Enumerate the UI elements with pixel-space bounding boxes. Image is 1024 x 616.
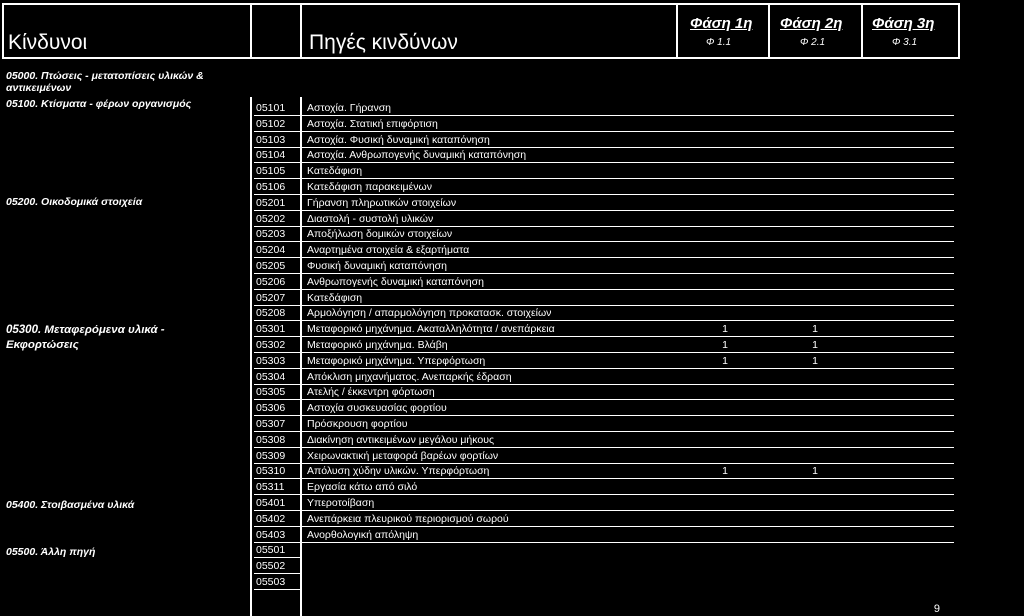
row-code: 05102 [256,117,286,130]
header-bottom-border [2,57,960,59]
row-underline [254,589,300,590]
row-underline [254,431,954,432]
column-title-hazards: Κίνδυνοι [8,31,88,54]
row-underline [254,257,954,258]
row-code: 05402 [256,512,286,525]
row-code: 05302 [256,339,286,351]
row-description: Πρόσκρουση φορτίου [307,418,408,430]
row-code: 05206 [256,275,286,288]
row-description: Απόλυση χύδην υλικών. Υπερφόρτωση [307,465,490,478]
row-code: 05301 [256,323,286,336]
row-code: 05101 [256,102,286,114]
row-code: 05403 [256,528,286,541]
row-underline [254,194,954,195]
row-code: 05204 [256,244,286,257]
row-description: Αστοχία συσκευασίας φορτίου [307,402,447,415]
row-description: Διαστολή - συστολή υλικών [307,212,434,225]
row-description: Χειρωνακτική μεταφορά βαρέων φορτίων [307,449,499,462]
row-phase-2-mark: 1 [812,465,818,478]
row-code: 05311 [256,481,285,494]
group-label-05400: 05400. Στοιβασμένα υλικά [6,499,135,511]
row-code: 05208 [256,307,286,320]
row-underline [254,542,954,543]
row-code: 05203 [256,228,286,241]
phase-3-subtitle: Φ 3.1 [892,37,918,48]
row-code: 05303 [256,354,286,367]
row-description: Ανορθολογική απόληψη [307,528,419,541]
phase-3-title: Φάση 3η [872,15,935,32]
body-col-divider-1 [250,97,252,616]
row-description: Αποξήλωση δομικών στοιχείων [307,228,453,241]
row-code: 05103 [256,133,286,146]
row-code: 05207 [256,291,286,304]
row-phase-2-mark: 1 [812,354,818,367]
row-code: 05104 [256,149,286,162]
row-underline [254,115,954,116]
row-underline [254,463,954,464]
row-phase-1-mark: 1 [722,354,728,367]
header-left-border [2,3,4,59]
row-underline [254,557,300,558]
header-col-divider-5 [861,3,863,59]
row-underline [254,241,954,242]
group-label-05500: 05500. Άλλη πηγή [6,546,96,558]
row-code: 05306 [256,402,286,415]
row-phase-1-mark: 1 [722,339,728,351]
row-code: 05305 [256,386,286,399]
row-description: Αστοχία. Στατική επιφόρτιση [307,117,438,130]
row-underline [254,320,954,321]
row-description: Ανεπάρκεια πλευρικού περιορισμού σωρού [307,512,509,525]
row-underline [254,352,954,353]
row-description: Ανθρωπογενής δυναμική καταπόνηση [307,275,484,288]
header-col-divider-2 [300,3,302,59]
row-code: 05205 [256,260,286,272]
row-code: 05304 [256,370,286,383]
row-description: Διακίνηση αντικειμένων μεγάλου μήκους [307,433,495,446]
row-underline [254,162,954,163]
row-description: Αρμολόγηση / απαρμολόγηση προκατασκ. στοιχείων [307,307,552,320]
header-col-divider-1 [250,3,252,59]
row-underline [254,399,954,400]
row-code: 05310 [256,465,286,478]
row-underline [254,131,954,132]
row-phase-2-mark: 1 [812,339,818,351]
group-label-05200: 05200. Οικοδομικά στοιχεία [6,196,143,208]
header-col-divider-3 [676,3,678,59]
header-right-border [958,3,960,59]
row-underline [254,494,954,495]
row-underline [254,273,954,274]
row-code: 05308 [256,433,286,446]
row-description: Μεταφορικό μηχάνημα. Ακαταλληλότητα / ανεπάρκεια [307,323,555,336]
row-underline [254,573,300,574]
row-code: 05502 [256,560,286,573]
row-underline [254,478,954,479]
row-underline [254,447,954,448]
row-code: 05401 [256,497,286,509]
row-code: 05503 [256,576,286,588]
row-underline [254,526,954,527]
row-underline [254,336,954,337]
row-underline [254,368,954,369]
row-underline [254,226,954,227]
row-code: 05201 [256,196,286,209]
row-phase-1-mark: 1 [722,323,728,336]
row-underline [254,289,954,290]
group-label-05100: 05100. Κτίσματα - φέρων οργανισμός [6,98,192,110]
row-description: Εργασία κάτω από σιλό [307,481,418,494]
row-phase-2-mark: 1 [812,323,818,336]
phase-2-title: Φάση 2η [780,15,843,32]
row-description: Αναρτημένα στοιχεία & εξαρτήματα [307,244,470,257]
row-code: 05307 [256,418,286,430]
row-description: Μεταφορικό μηχάνημα. Υπερφόρτωση [307,354,486,367]
column-title-hazard-sources: Πηγές κινδύνων [309,31,458,54]
row-description: Μεταφορικό μηχάνημα. Βλάβη [307,339,448,351]
row-description: Υπεροτοίβαση [307,497,375,509]
row-code: 05202 [256,212,286,225]
row-underline [254,510,954,511]
row-underline [254,415,954,416]
phase-1-title: Φάση 1η [690,15,753,32]
row-phase-1-mark: 1 [722,465,728,478]
row-description: Κατεδάφιση [307,291,363,304]
row-underline [254,178,954,179]
row-underline [254,210,954,211]
row-underline [254,384,954,385]
row-code: 05501 [256,544,286,557]
header-col-divider-4 [768,3,770,59]
phase-2-subtitle: Φ 2.1 [800,37,826,48]
row-code: 05309 [256,449,286,462]
row-description: Κατεδάφιση παρακειμένων [307,181,432,193]
phase-1-subtitle: Φ 1.1 [706,37,732,48]
row-code: 05105 [256,165,286,178]
row-description: Φυσική δυναμική καταπόνηση [307,260,447,272]
row-description: Αστοχία. Ανθρωπογενής δυναμική καταπόνηση [307,149,527,162]
row-underline [254,147,954,148]
row-description: Γήρανση πληρωτικών στοιχείων [307,196,457,209]
group-label-05300: 05300. Μεταφερόμενα υλικά - Εκφορτώσεις [6,324,165,351]
row-description: Αστοχία. Γήρανση [307,102,392,114]
row-description: Κατεδάφιση [307,165,363,178]
row-description: Ατελής / έκκεντρη φόρτωση [307,386,435,399]
group-label-05000: 05000. Πτώσεις - μετατοπίσεις υλικών & αντικειμένων [6,70,204,94]
row-code: 05106 [256,181,286,193]
row-description: Απόκλιση μηχανήματος. Ανεπαρκής έδραση [307,370,512,383]
row-underline [254,305,954,306]
page-number: 9 [933,603,940,615]
header-top-border [2,3,960,5]
row-description: Αστοχία. Φυσική δυναμική καταπόνηση [307,133,490,146]
